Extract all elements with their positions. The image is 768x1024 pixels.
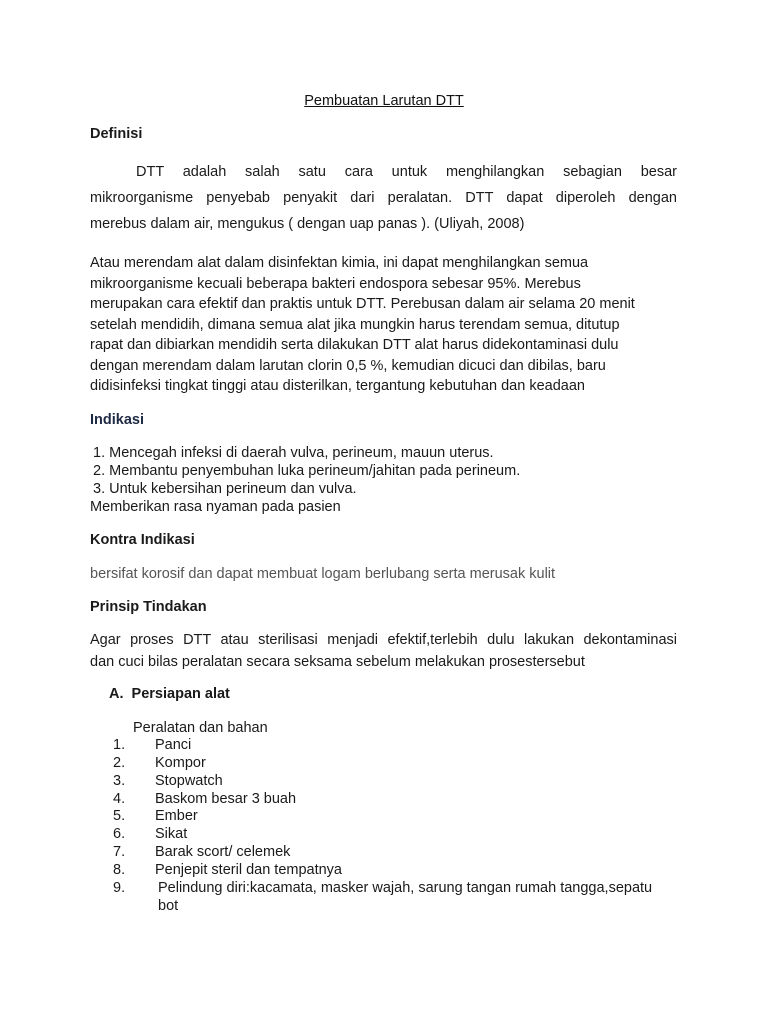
list-item-text: Barak scort/ celemek — [155, 844, 291, 860]
list-item-number: 7. — [113, 844, 126, 860]
list-item-text: Penjepit steril dan tempatnya — [155, 862, 342, 878]
document-title: Pembuatan Larutan DTT — [304, 93, 464, 109]
definisi-line-2: mikroorganisme penyebab penyakit dari peralatan. DTT dapat diperoleh dengan — [90, 190, 677, 206]
paragraph-line: dengan merendam dalam larutan clorin 0,5 %, kemudian dicuci dan dibilas, baru — [90, 357, 606, 374]
definisi-line-1: DTT adalah salah satu cara untuk menghilangkan sebagian besar — [136, 164, 677, 180]
heading-prinsip-tindakan: Prinsip Tindakan — [90, 599, 207, 615]
paragraph-line: merupakan cara efektif dan praktis untuk DTT. Perebusan dalam air selama 20 menit — [90, 296, 635, 312]
list-item — [0, 862, 768, 880]
list-item-text: Ember — [155, 808, 198, 824]
list-item-continuation: bot — [158, 898, 179, 914]
paragraph-line: mikroorganisme kecuali beberapa bakteri endospora sebesar 95%. Merebus — [90, 275, 581, 292]
paragraph-line: didisinfeksi tingkat tinggi atau disterilkan, tergantung kebutuhan dan keadaan — [90, 378, 585, 394]
kontra-indikasi-text: bersifat korosif dan dapat membuat logam berlubang serta merusak kulit — [90, 566, 556, 582]
list-item-text: Kompor — [155, 755, 206, 771]
list-item-text: Pelindung diri:kacamata, masker wajah, sarung tangan rumah tangga,sepatu — [158, 880, 653, 896]
heading-indikasi: Indikasi — [90, 412, 144, 428]
paragraph-line: Atau merendam alat dalam disinfektan kimia, ini dapat menghilangkan semua — [90, 255, 589, 271]
list-item-number: 6. — [113, 826, 126, 842]
list-item-text: Sikat — [155, 826, 188, 842]
list-item-text: Panci — [155, 737, 192, 753]
list-item-number: 1. — [113, 737, 126, 753]
list-item-text: Baskom besar 3 buah — [155, 791, 297, 807]
heading-kontra-indikasi: Kontra Indikasi — [90, 532, 195, 548]
list-item-number: 8. — [113, 862, 126, 878]
indikasi-list-item: 3. Untuk kebersihan perineum dan vulva. — [93, 481, 357, 497]
persiapan-subheading: Peralatan dan bahan — [133, 720, 268, 736]
list-item-number: 5. — [113, 808, 126, 824]
paragraph-line: rapat dan dibiarkan mendidih serta dilakukan DTT alat harus didekontaminasi dulu — [90, 337, 619, 353]
list-item-number: 2. — [113, 755, 126, 771]
list-item — [0, 773, 768, 791]
indikasi-extra: Memberikan rasa nyaman pada pasien — [90, 499, 341, 515]
list-item — [0, 808, 768, 826]
list-item — [0, 791, 768, 809]
list-item — [0, 844, 768, 862]
indikasi-list-item: 1. Mencegah infeksi di daerah vulva, perineum, mauun uterus. — [93, 445, 494, 461]
list-item-number: 4. — [113, 791, 126, 807]
list-item — [0, 755, 768, 773]
heading-definisi: Definisi — [90, 126, 143, 142]
list-item-number: 3. — [113, 773, 126, 789]
indikasi-list-item: 2. Membantu penyembuhan luka perineum/jahitan pada perineum. — [93, 463, 521, 479]
prinsip-line-1: Agar proses DTT atau sterilisasi menjadi efektif,terlebih dulu lakukan dekontaminasi — [90, 632, 677, 648]
list-item-text: Stopwatch — [155, 773, 223, 789]
list-item-number: 9. — [113, 880, 126, 896]
list-item — [0, 880, 768, 898]
list-item — [0, 826, 768, 844]
definisi-line-3: merebus dalam air, mengukus ( dengan uap panas ). (Uliyah, 2008) — [90, 216, 525, 232]
list-item — [0, 737, 768, 755]
prinsip-line-2: dan cuci bilas peralatan secara seksama sebelum melakukan prosestersebut — [90, 654, 585, 670]
paragraph-line: setelah mendidih, dimana semua alat jika mungkin harus terendam semua, ditutup — [90, 316, 620, 333]
heading-persiapan-alat: A. Persiapan alat — [109, 686, 230, 702]
